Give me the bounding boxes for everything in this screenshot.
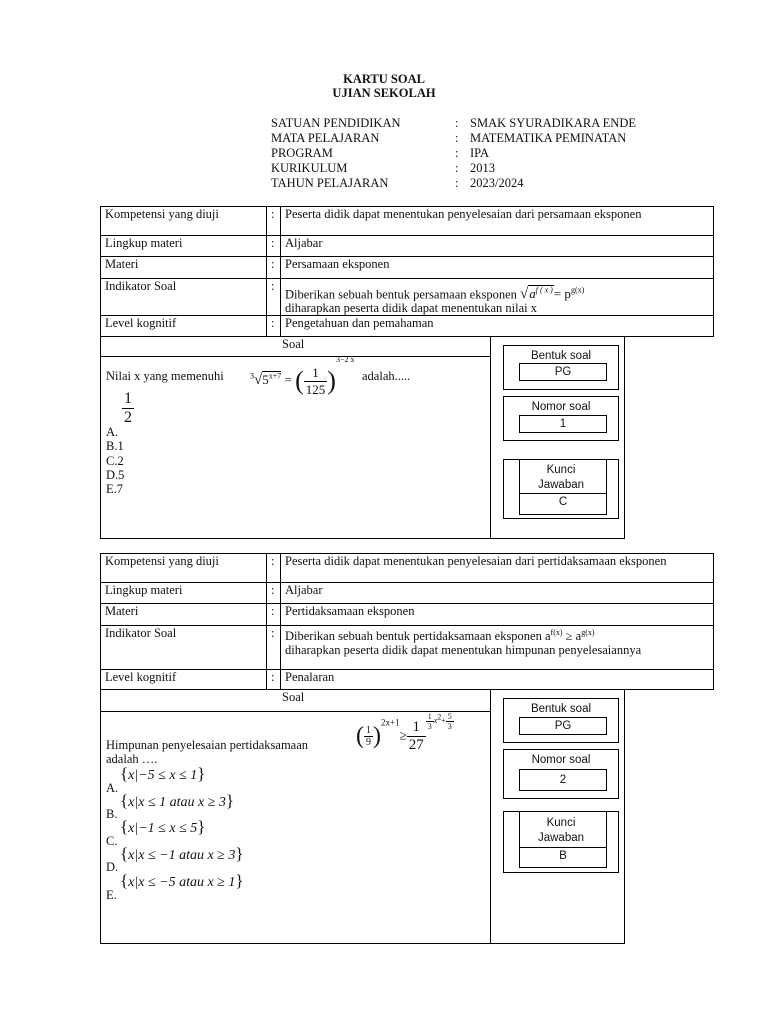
meta-label: Level kognitif bbox=[101, 316, 267, 337]
meta-colon: : bbox=[267, 207, 281, 236]
nomor-soal-value: 1 bbox=[519, 415, 607, 433]
meta-value: Peserta didik dapat menentukan penyelesaian dari persamaan eksponen bbox=[281, 207, 714, 236]
indikator-text: Diberikan sebuah bentuk pertidaksamaan eksponen a bbox=[285, 629, 551, 644]
header-value: IPA bbox=[470, 146, 489, 160]
formula-exp: f ( x ) bbox=[535, 286, 553, 295]
formula-rhs-exp: 3−2 x bbox=[335, 355, 355, 364]
meta-label: Lingkup materi bbox=[101, 236, 267, 257]
kunci-title: Kunci bbox=[546, 464, 576, 476]
meta-label: Materi bbox=[101, 604, 267, 626]
header-label: MATA PELAJARAN bbox=[271, 131, 380, 145]
meta-value: Aljabar bbox=[281, 583, 714, 604]
meta-value: Aljabar bbox=[281, 236, 714, 257]
meta-value bbox=[281, 279, 714, 316]
soal-label: Soal bbox=[282, 690, 305, 704]
nomor-soal-box bbox=[503, 749, 619, 799]
soal-label: Soal bbox=[282, 337, 305, 351]
question-text: adalah …. bbox=[106, 752, 158, 766]
header-colon: : bbox=[455, 131, 459, 145]
header-value: 2013 bbox=[470, 161, 495, 175]
option-b[interactable]: B.1 bbox=[106, 439, 124, 453]
meta-colon: : bbox=[267, 316, 281, 337]
question-formula: ( $\frac{1}{9}$ )$^{2x+1}$≥ $\frac{1}{27}$ $^{\frac{1}{3} x^2+ \frac{5}{3}}$ bbox=[356, 712, 452, 753]
kunci-jawaban-value: C bbox=[519, 493, 607, 511]
option-d[interactable]: D.5 bbox=[106, 468, 125, 482]
meta-colon: : bbox=[267, 583, 281, 604]
option-a[interactable]: A. bbox=[106, 425, 119, 439]
option-d-set: {x|x ≤ −1 atau x ≥ 3} bbox=[120, 844, 244, 863]
meta-colon: : bbox=[267, 554, 281, 583]
bentuk-soal-title: Bentuk soal bbox=[530, 703, 592, 715]
meta-label: Materi bbox=[101, 257, 267, 279]
meta-row bbox=[101, 670, 714, 690]
meta-colon: : bbox=[267, 236, 281, 257]
meta-row bbox=[101, 257, 714, 279]
header-value: SMAK SYURADIKARA ENDE bbox=[470, 116, 636, 130]
page-title: KARTU SOAL bbox=[343, 72, 425, 86]
option-e[interactable]: E.7 bbox=[106, 482, 124, 496]
question-formula: $^3√5^{x+7}$ = ( $\frac{1}{125}$ )$^{3-2 x}$ bbox=[250, 355, 355, 397]
meta-value: Pertidaksamaan eksponen bbox=[281, 604, 714, 626]
meta-label: Level kognitif bbox=[101, 670, 267, 690]
meta-colon: : bbox=[267, 626, 281, 670]
ge-sign: ≥ bbox=[399, 727, 407, 743]
indikator-text: Diberikan sebuah bentuk persamaan eksponen bbox=[285, 287, 517, 302]
nomor-soal-title: Nomor soal bbox=[531, 401, 591, 413]
page-subtitle: UJIAN SEKOLAH bbox=[332, 86, 436, 100]
formula-base: 5 bbox=[262, 372, 269, 387]
meta-colon: : bbox=[267, 604, 281, 626]
indikator-exp: f(x) bbox=[550, 628, 563, 637]
question-text: Himpunan penyelesaian pertidaksamaan bbox=[106, 738, 309, 752]
option-a-set: {x|−5 ≤ x ≤ 1} bbox=[120, 764, 206, 783]
meta-row bbox=[101, 279, 714, 316]
meta-value: Penalaran bbox=[281, 670, 714, 690]
formula-exp: 2x+1 bbox=[381, 717, 400, 728]
meta-label: Lingkup materi bbox=[101, 583, 267, 604]
indikator-exp: g(x) bbox=[581, 628, 595, 637]
option-c[interactable]: C.2 bbox=[106, 454, 124, 468]
option-b-set: {x|x ≤ 1 atau x ≥ 3} bbox=[120, 791, 235, 810]
meta-row bbox=[101, 207, 714, 236]
root-index: 3 bbox=[250, 371, 254, 381]
bentuk-soal-box bbox=[503, 698, 619, 743]
bentuk-soal-value: PG bbox=[519, 363, 607, 381]
meta-row bbox=[101, 316, 714, 337]
formula-rhs-exp: g(x) bbox=[570, 286, 585, 295]
option-c[interactable]: C. bbox=[106, 834, 118, 848]
header-value: 2023/2024 bbox=[470, 176, 524, 190]
header-colon: : bbox=[455, 176, 459, 190]
meta-value bbox=[281, 626, 714, 670]
meta-label: Kompetensi yang diuji bbox=[101, 554, 267, 583]
extra-fraction: $\frac{1}{2}$ bbox=[124, 390, 132, 426]
option-e-set: {x|x ≤ −5 atau x ≥ 1} bbox=[120, 871, 244, 890]
question-suffix: adalah..... bbox=[362, 369, 411, 383]
kunci-jawaban-box bbox=[503, 459, 619, 519]
option-e[interactable]: E. bbox=[106, 888, 117, 902]
kunci-title: Jawaban bbox=[537, 832, 585, 844]
meta-row bbox=[101, 604, 714, 626]
meta-colon: : bbox=[267, 279, 281, 316]
meta-value: Pengetahuan dan pemahaman bbox=[281, 316, 714, 337]
nomor-soal-title: Nomor soal bbox=[531, 754, 591, 766]
meta-colon: : bbox=[267, 670, 281, 690]
bentuk-soal-box bbox=[503, 345, 619, 390]
indikator-text: diharapkan peserta didik dapat menentukan himpunan penyelesaiannya bbox=[285, 643, 642, 658]
meta-colon: : bbox=[267, 257, 281, 279]
sqrt-sign: √ bbox=[520, 286, 529, 303]
meta-value: Persamaan eksponen bbox=[281, 257, 714, 279]
fraction: $\frac{1}{125}$ bbox=[305, 364, 326, 397]
meta-label: Indikator Soal bbox=[101, 626, 267, 670]
indikator-formula bbox=[520, 286, 584, 301]
header-label: TAHUN PELAJARAN bbox=[271, 176, 389, 190]
indikator-text: diharapkan peserta didik dapat menentukan nilai x bbox=[285, 301, 537, 316]
question-text: Nilai x yang memenuhi bbox=[106, 369, 224, 383]
header-colon: : bbox=[455, 116, 459, 130]
formula-exp: x+7 bbox=[268, 371, 282, 381]
card-2-meta-table bbox=[100, 553, 714, 690]
meta-label: Kompetensi yang diuji bbox=[101, 207, 267, 236]
kunci-title: Kunci bbox=[546, 817, 576, 829]
meta-label: Indikator Soal bbox=[101, 279, 267, 316]
meta-row bbox=[101, 554, 714, 583]
meta-row bbox=[101, 236, 714, 257]
meta-row bbox=[101, 583, 714, 604]
header-label: KURIKULUM bbox=[271, 161, 348, 175]
meta-value: Peserta didik dapat menentukan penyelesaian dari pertidaksamaan eksponen bbox=[281, 554, 714, 583]
kunci-jawaban-value: B bbox=[519, 847, 607, 865]
meta-row bbox=[101, 626, 714, 670]
bentuk-soal-title: Bentuk soal bbox=[530, 350, 592, 362]
option-a[interactable]: A. bbox=[106, 781, 119, 795]
formula-rhs: = p bbox=[553, 286, 571, 302]
option-c-set: {x|−1 ≤ x ≤ 5} bbox=[120, 817, 206, 836]
indikator-text: ≥ a bbox=[562, 629, 582, 644]
bentuk-soal-value: PG bbox=[519, 717, 607, 735]
nomor-soal-value: 2 bbox=[519, 769, 607, 791]
kunci-jawaban-box bbox=[503, 811, 619, 873]
formula-base: a bbox=[529, 286, 536, 302]
nomor-soal-box bbox=[503, 396, 619, 441]
header-colon: : bbox=[455, 161, 459, 175]
option-b[interactable]: B. bbox=[106, 807, 118, 821]
header-label: SATUAN PENDIDIKAN bbox=[271, 116, 401, 130]
option-d[interactable]: D. bbox=[106, 860, 119, 874]
header-value: MATEMATIKA PEMINATAN bbox=[470, 131, 627, 145]
header-colon: : bbox=[455, 146, 459, 160]
kunci-title: Jawaban bbox=[537, 479, 585, 491]
header-label: PROGRAM bbox=[271, 146, 333, 160]
card-1-meta-table bbox=[100, 206, 714, 337]
